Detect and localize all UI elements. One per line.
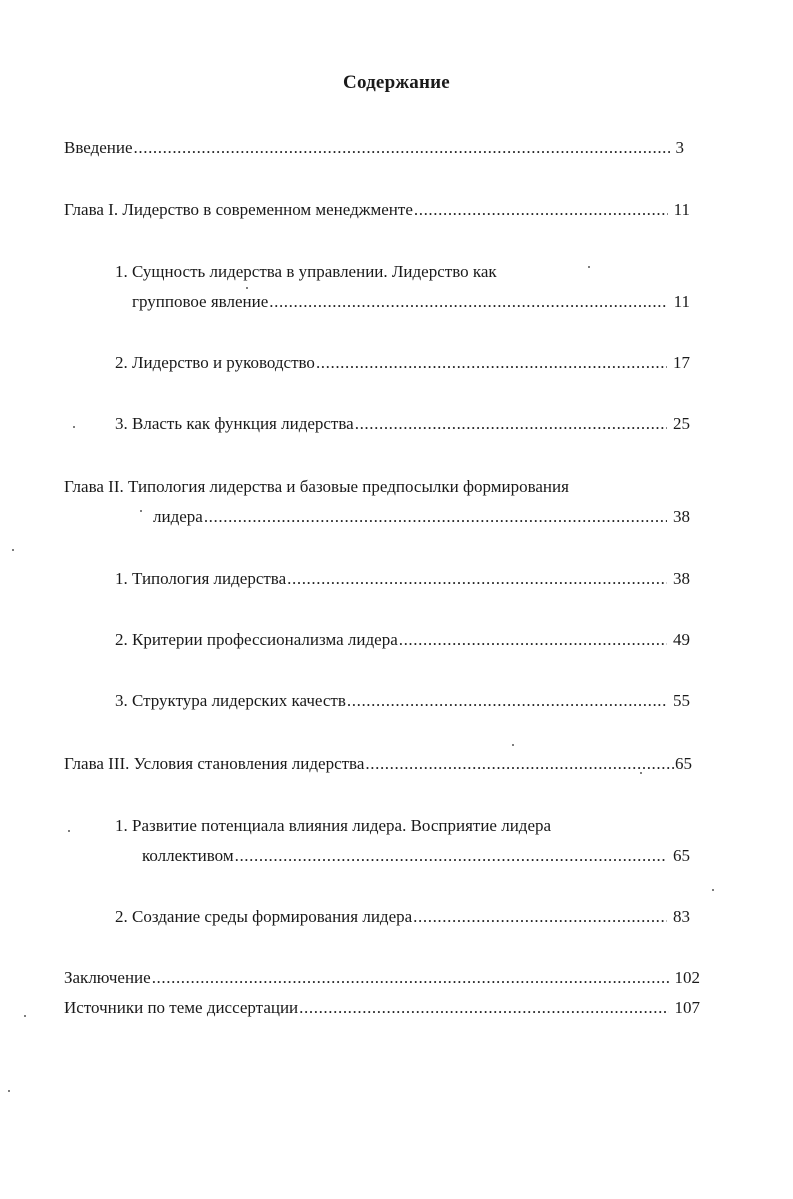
toc-label: групповое явление [132,292,269,311]
toc-label: 2. Создание среды формирования лидера [115,907,413,926]
toc-label: Введение [64,138,133,157]
toc-page-number: 55 [673,691,690,710]
toc-entry-chapter-1-section-2 [115,353,690,375]
toc-leader-dots [134,138,670,158]
scan-speck [24,1015,26,1017]
toc-entry-chapter-1-section-3 [115,414,690,436]
toc-entry-chapter-3-section-2 [115,907,690,929]
scan-speck [73,426,75,428]
toc-page-number: 38 [673,507,690,526]
toc-label: Глава I. Лидерство в современном менеджменте [64,200,413,219]
toc-entry-chapter-2-section-1 [115,569,690,591]
toc-label: 3. Структура лидерских качеств [115,691,346,710]
scan-speck [640,772,642,774]
toc-leader-dots [355,414,667,434]
toc-entry-sources [64,998,700,1020]
toc-page-number: 107 [674,998,700,1017]
toc-entry-chapter-1 [64,200,690,222]
toc-entry-chapter-1-section-1 [132,292,690,314]
page-title: Содержание [343,72,450,93]
toc-leader-dots [269,292,667,312]
toc-entry-chapter-3-section-1 [142,846,690,868]
toc-leader-dots [204,507,667,527]
scan-speck [140,510,142,512]
scan-speck [8,1090,10,1092]
toc-page-number: 17 [673,353,690,372]
toc-page-number: 25 [673,414,690,433]
toc-label: коллективом [142,846,234,865]
scan-speck [246,287,248,289]
scan-speck [512,744,514,746]
toc-entry-conclusion [64,968,700,990]
toc-page-number: 83 [673,907,690,926]
toc-page-number: 65 [673,846,690,865]
toc-label: Источники по теме диссертации [64,998,299,1017]
toc-leader-dots [152,968,669,988]
toc-label: 2. Лидерство и руководство [115,353,315,372]
toc-label: 3. Власть как функция лидерства [115,414,354,433]
toc-leader-dots [316,353,667,373]
toc-entry-chapter-2-section-2 [115,630,690,652]
toc-leader-dots [347,691,667,711]
toc-entry-chapter-3-section-1-line1: 1. Развитие потенциала влияния лидера. Восприятие лидера [115,816,552,835]
toc-label: 2. Критерии профессионализма лидера [115,630,398,649]
toc-entry-chapter-2-line1: Глава II. Типология лидерства и базовые предпосылки формирования [64,477,569,496]
toc-page-number: 11 [673,292,690,311]
toc-label: лидера [153,507,203,526]
toc-leader-dots [365,754,675,774]
toc-leader-dots [399,630,667,650]
toc-leader-dots [287,569,667,589]
toc-entry-intro [64,138,684,160]
scan-speck [712,889,714,891]
toc-leader-dots [235,846,667,866]
toc-entry-chapter-1-section-1-line1: 1. Сущность лидерства в управлении. Лидерство как [115,262,497,281]
toc-label: Заключение [64,968,151,987]
toc-entry-chapter-3 [64,754,692,776]
scan-speck [68,830,70,832]
toc-label: Глава III. Условия становления лидерства [64,754,365,773]
toc-page-number: 65 [675,754,692,773]
toc-leader-dots [414,200,668,220]
toc-page-number: 38 [673,569,690,588]
toc-page-number: 102 [674,968,700,987]
toc-page-number: 3 [675,138,684,157]
toc-page-number: 11 [673,200,690,219]
toc-leader-dots [299,998,668,1018]
scan-speck [12,549,14,551]
toc-entry-chapter-2-section-3 [115,691,690,713]
toc-label: 1. Типология лидерства [115,569,287,588]
toc-entry-chapter-2 [153,507,690,529]
toc-page-number: 49 [673,630,690,649]
scan-speck [588,266,590,268]
toc-leader-dots [413,907,667,927]
